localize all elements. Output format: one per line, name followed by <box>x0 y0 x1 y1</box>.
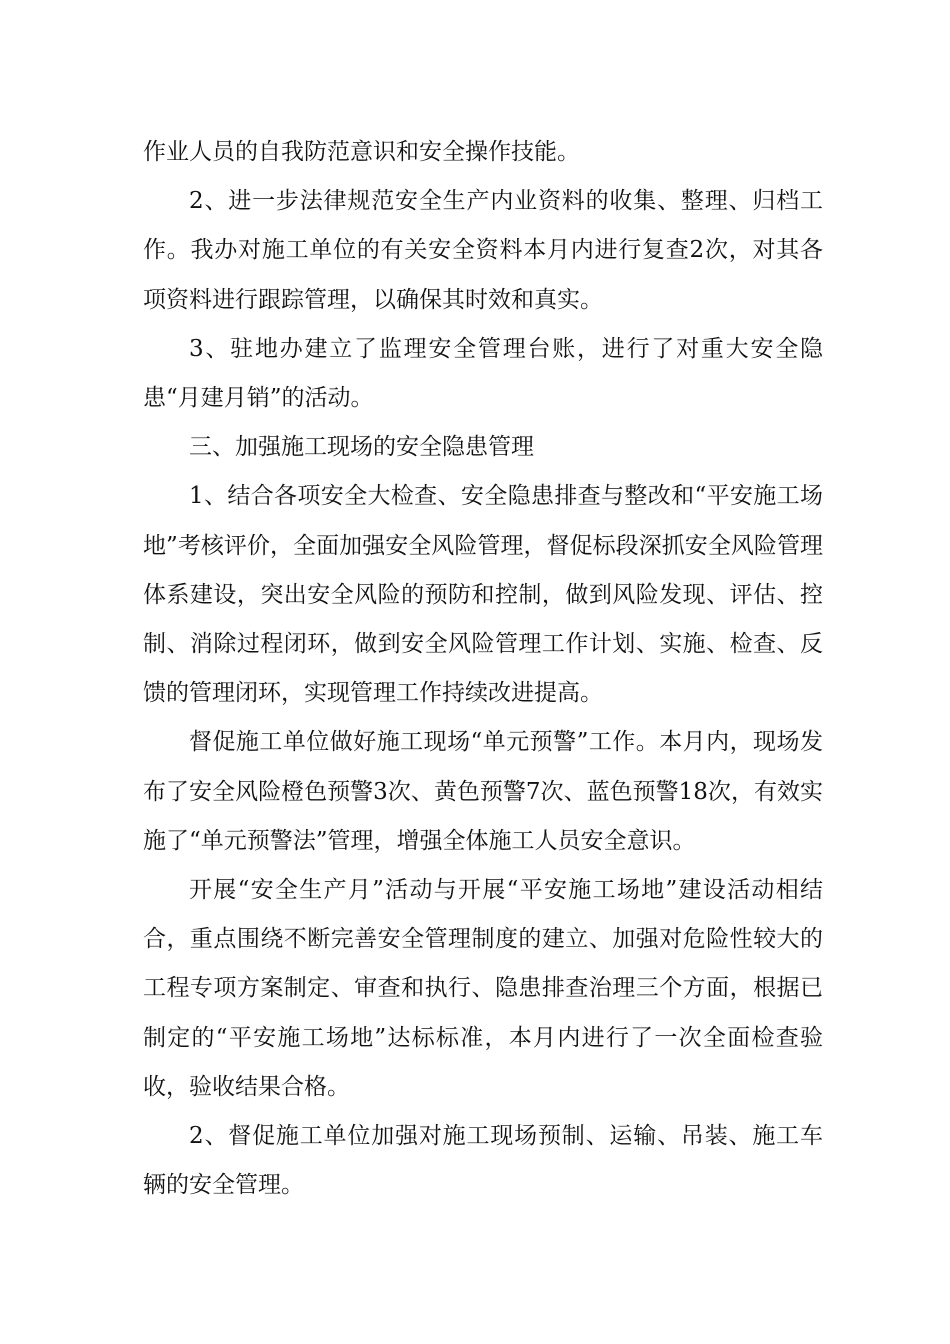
section-heading: 三、加强施工现场的安全隐患管理 <box>189 434 534 461</box>
paragraph-8: 2、督促施工单位加强对施工现场预制、运输、吊装、施工车辆的安全管理。 <box>143 1123 823 1199</box>
paragraph-3: 3、驻地办建立了监理安全管理台账，进行了对重大安全隐患“月建月销”的活动。 <box>143 335 823 412</box>
paragraph-7: 开展“安全生产月”活动与开展“平安施工场地”建设活动相结合，重点围绕不断完善安全管理制度的建立、加强对危险性较大的工程专项方案制定、审查和执行、隐患排查治理三个方面，根据已制定的“平安施工场地”达标标准，本月内进行了一次全面检查验收，验收结果合格。 <box>143 877 823 1100</box>
document-body <box>143 128 823 1210</box>
paragraph-5: 1、结合各项安全大检查、安全隐患排查与整改和“平安施工场地”考核评价，全面加强安全风险管理，督促标段深抓安全风险管理体系建设，突出安全风险的预防和控制，做到风险发现、评估、控制、消除过程闭环，做到安全风险管理工作计划、实施、检查、反馈的管理闭环，实现管理工作持续改进提高。 <box>143 483 823 707</box>
paragraph-1: 作业人员的自我防范意识和安全操作技能。 <box>143 139 580 165</box>
paragraph-6: 督促施工单位做好施工现场“单元预警”工作。本月内，现场发布了安全风险橙色预警3次、黄色预警7次、蓝色预警18次，有效实施了“单元预警法”管理，增强全体施工人员安全意识。 <box>143 729 823 854</box>
paragraph-2: 2、进一步法律规范安全生产内业资料的收集、整理、归档工作。我办对施工单位的有关安全资料本月内进行复查2次，对其各项资料进行跟踪管理，以确保其时效和真实。 <box>143 188 823 313</box>
